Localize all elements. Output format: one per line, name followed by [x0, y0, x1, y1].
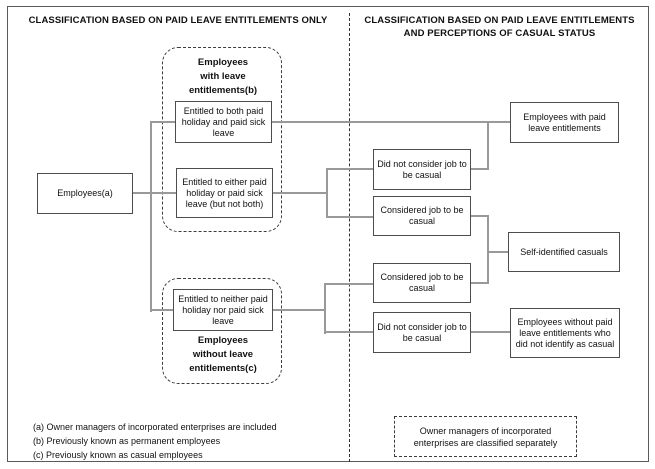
connector-either-branch-vertical: [326, 168, 328, 218]
connector-neither-branch-vertical: [324, 283, 326, 334]
connector-neither-out: [273, 309, 326, 311]
connector-notcasual-bottom-to-withoutpaid: [471, 331, 510, 333]
group-without-leave-label: [163, 334, 283, 376]
node-entitled-either-label: Entitled to either paid holiday or paid sick leave (but not both): [182, 176, 267, 209]
footnote-b: (b) Previously known as permanent employees: [33, 436, 221, 446]
footnote-c: (c) Previously known as casual employees: [33, 450, 203, 460]
connector-stub-to-casual-bottom: [324, 283, 373, 285]
node-did-not-consider-casual-top-label: Did not consider job to be casual: [377, 158, 467, 180]
node-employees-without-paid-leave-label: Employees without paid leave entitlements who did not identify as casual: [515, 316, 615, 349]
note-owner-managers-text: Owner managers of incorporated enterprises are classified separately: [413, 425, 558, 448]
connector-notcasual-top-stub: [471, 168, 489, 170]
connector-employees-to-either: [133, 192, 176, 194]
connector-both-to-withpaid: [272, 121, 510, 123]
header-right-line1: CLASSIFICATION BASED ON PAID LEAVE ENTITLEMENTS: [364, 15, 635, 26]
header-left: [7, 14, 349, 27]
connector-stub-to-notcasual-top: [326, 168, 373, 170]
section-divider-dashed-line: [349, 13, 350, 462]
node-entitled-both: [175, 101, 272, 143]
header-right-line2: AND PERCEPTIONS OF CASUAL STATUS: [403, 28, 596, 39]
connector-casual-merge-vertical: [487, 215, 489, 284]
node-employees: [37, 173, 133, 214]
connector-either-out: [273, 192, 328, 194]
footnote-a: (a) Owner managers of incorporated enterprises are included: [33, 422, 277, 432]
node-considered-casual-bottom: [373, 263, 471, 303]
connector-casual-top-stub: [471, 215, 489, 217]
node-employees-with-paid-leave-label: Employees with paid leave entitlements: [523, 111, 606, 133]
node-entitled-neither: [173, 289, 273, 331]
node-self-identified-casuals: [508, 232, 620, 272]
header-right: [350, 14, 649, 40]
node-considered-casual-bottom-label: Considered job to be casual: [380, 272, 464, 293]
group-with-leave-label-line2: with leave: [200, 71, 246, 82]
connector-casual-bottom-stub: [471, 282, 489, 284]
group-without-leave-label-line2: without leave: [192, 349, 254, 360]
node-did-not-consider-casual-bottom-label: Did not consider job to be casual: [377, 321, 467, 343]
connector-stub-to-neither: [150, 309, 173, 311]
connector-stub-to-casual-top: [326, 216, 373, 218]
node-employees-label: Employees(a): [57, 188, 113, 198]
node-self-identified-casuals-label: Self-identified casuals: [520, 246, 608, 257]
node-entitled-neither-label: Entitled to neither paid holiday nor paid sick leave: [178, 293, 268, 326]
connector-stub-to-notcasual-bottom: [324, 331, 373, 333]
group-with-leave-label: [163, 56, 283, 98]
connector-to-selfidentified: [487, 251, 509, 253]
node-employees-without-paid-leave: [510, 308, 620, 358]
connector-stub-to-both: [150, 121, 175, 123]
node-did-not-consider-casual-top: [373, 149, 471, 190]
header-left-text: CLASSIFICATION BASED ON PAID LEAVE ENTITLEMENTS ONLY: [28, 15, 328, 26]
node-considered-casual-top: [373, 196, 471, 236]
node-entitled-both-label: Entitled to both paid holiday and paid sick leave: [181, 105, 266, 138]
group-without-leave-label-line1: Employees: [197, 335, 249, 346]
node-considered-casual-top-label: Considered job to be casual: [380, 205, 464, 226]
connector-notcasual-top-vertical: [487, 121, 489, 170]
group-with-leave-label-line1: Employees: [197, 57, 249, 68]
note-owner-managers: [394, 416, 577, 457]
node-did-not-consider-casual-bottom: [373, 312, 471, 353]
group-with-leave-label-line3: entitlements(b): [188, 85, 258, 96]
connector-left-branch-vertical: [150, 121, 152, 312]
group-without-leave-label-line3: entitlements(c): [189, 363, 257, 374]
node-employees-with-paid-leave: [510, 102, 619, 143]
node-entitled-either: [176, 168, 273, 218]
